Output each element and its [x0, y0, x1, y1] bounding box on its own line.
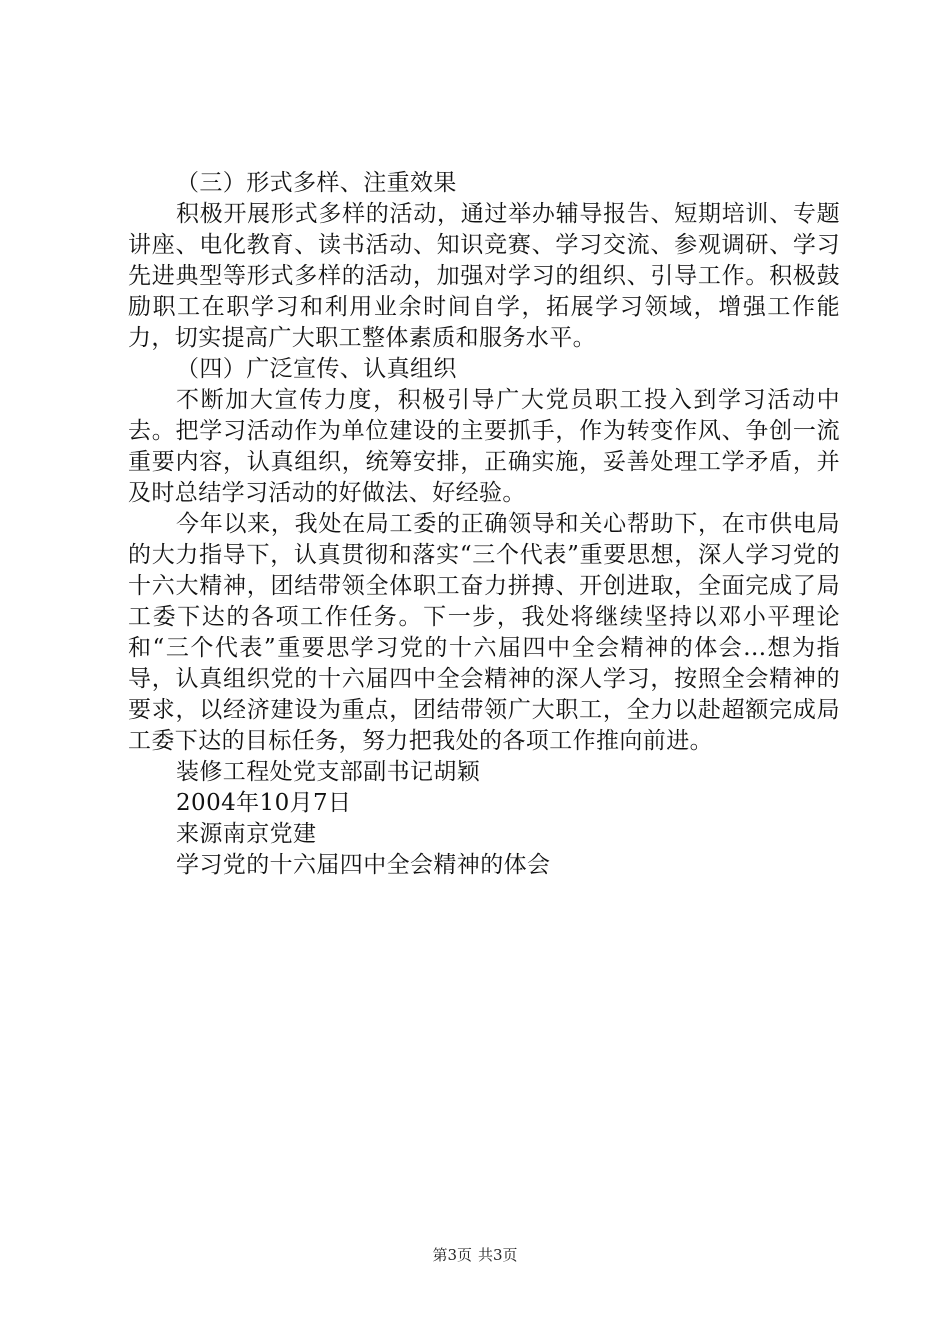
document-body — [128, 168, 840, 881]
body-paragraph-2: 不断加大宣传力度，积极引导广大党员职工投入到学习活动中去。把学习活动作为单位建设的主要抓手，作为转变作风、争创一流重要内容，认真组织，统筹安排，正确实施，妥善处理工学矛盾，并及时总结学习活动的好做法、好经验。 — [128, 387, 840, 506]
body-paragraph-1: 积极开展形式多样的活动，通过举办辅导报告、短期培训、专题讲座、电化教育、读书活动、知识竞赛、学习交流、参观调研、学习先进典型等形式多样的活动，加强对学习的组织、引导工作。积极鼓励职工在职学习和利用业余时间自学，拓展学习领域，增强工作能力，切实提高广大职工整体素质和服务水平。 — [128, 201, 840, 351]
page-total: 共3页 — [478, 1246, 518, 1264]
closing-title-line: 学习党的十六届四中全会精神的体会 — [176, 852, 551, 878]
section-heading-3: （三）形式多样、注重效果 — [176, 170, 457, 196]
section-heading-4: （四）广泛宣传、认真组织 — [176, 356, 457, 382]
date-line: 2004年10月7日 — [176, 790, 352, 816]
source-line: 来源南京党建 — [176, 821, 317, 847]
page-number: 第3页 — [432, 1246, 472, 1264]
body-paragraph-3: 今年以来，我处在局工委的正确领导和关心帮助下，在市供电局的大力指导下，认真贯彻和落实“三个代表”重要思想，深人学习党的十六大精神，团结带领全体职工奋力拼搏、开创进取，全面完成了局工委下达的各项工作任务。下一步，我处将继续坚持以邓小平理论和“三个代表”重要思学习党的十六届四中全会精神的体会...想为指导，认真组织党的十六届四中全会精神的深人学习，按照全会精神的要求，以经济建设为重点，团结带领广大职工，全力以赴超额完成局工委下达的目标任务，努力把我处的各项工作推向前进。 — [128, 511, 840, 754]
signature-line: 装修工程处党支部副书记胡颖 — [176, 759, 481, 785]
page-footer — [0, 1244, 950, 1265]
